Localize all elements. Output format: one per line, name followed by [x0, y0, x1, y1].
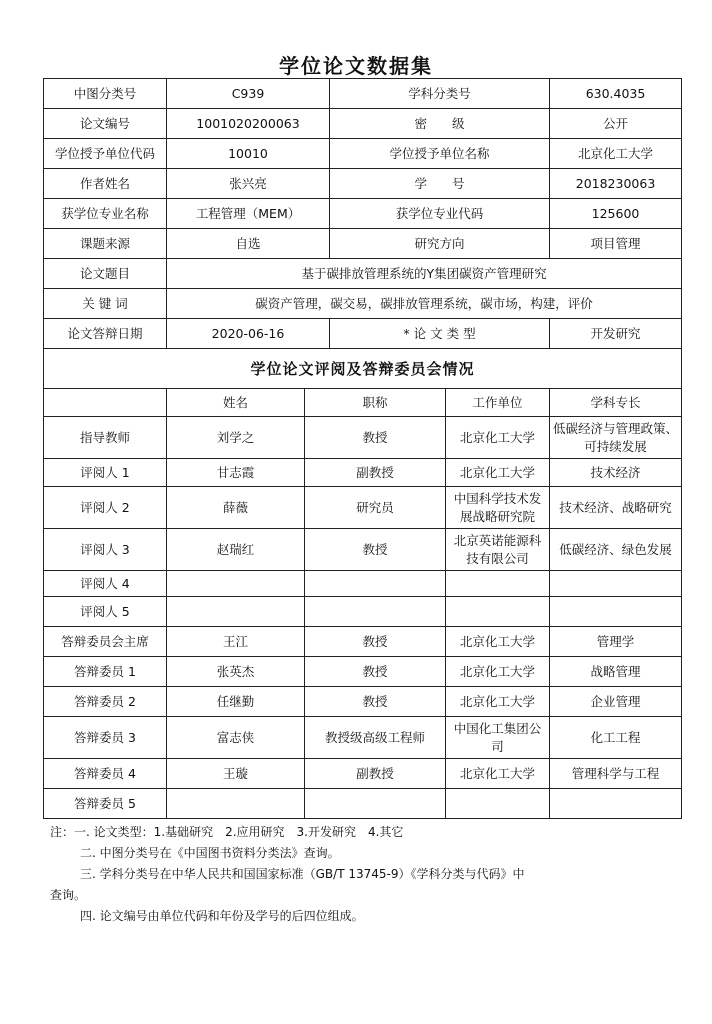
committee-role: 答辩委员 4: [44, 759, 167, 789]
committee-name: 甘志霞: [167, 459, 305, 487]
column-header: 姓名: [167, 389, 305, 417]
info-label: 获学位专业代码: [330, 199, 550, 229]
committee-workplace: 北京化工大学: [446, 759, 550, 789]
committee-row: [44, 529, 682, 571]
info-label: 中图分类号: [44, 79, 167, 109]
committee-workplace: 北京化工大学: [446, 459, 550, 487]
committee-workplace: 中国科学技术发展战略研究院: [446, 487, 550, 529]
info-value: 10010: [167, 139, 330, 169]
committee-workplace: [446, 571, 550, 597]
committee-header-row: [44, 389, 682, 417]
info-row: [44, 169, 682, 199]
committee-workplace: 北京化工大学: [446, 627, 550, 657]
committee-specialty: [550, 597, 682, 627]
committee-row: [44, 597, 682, 627]
info-value: 125600: [550, 199, 682, 229]
committee-row: [44, 571, 682, 597]
committee-specialty: [550, 789, 682, 819]
committee-workplace: 北京化工大学: [446, 687, 550, 717]
keywords-row: [44, 289, 682, 319]
info-label: 学位授予单位名称: [330, 139, 550, 169]
committee-role: 答辩委员 2: [44, 687, 167, 717]
page-title: 学位论文数据集: [279, 54, 433, 78]
footnote: 三. 学科分类号在中华人民共和国国家标准（GB/T 13745-9）《学科分类与代码》中: [80, 867, 525, 881]
committee-specialty: 企业管理: [550, 687, 682, 717]
committee-name: 富志侠: [167, 717, 305, 759]
committee-row: [44, 487, 682, 529]
info-row: [44, 229, 682, 259]
committee-title: 教授: [305, 687, 446, 717]
info-label: 学科分类号: [330, 79, 550, 109]
footnote: 注：一. 论文类型：1.基础研究 2.应用研究 3.开发研究 4.其它: [50, 825, 404, 839]
committee-specialty: 技术经济: [550, 459, 682, 487]
committee-name: 王江: [167, 627, 305, 657]
committee-name: 王璇: [167, 759, 305, 789]
committee-title: 教授: [305, 417, 446, 459]
committee-specialty: 低碳经济与管理政策、可持续发展: [550, 417, 682, 459]
committee-title: [305, 597, 446, 627]
committee-role: 指导教师: [44, 417, 167, 459]
thesis-type-label: * 论 文 类 型: [330, 319, 550, 349]
committee-row: [44, 417, 682, 459]
committee-name: [167, 597, 305, 627]
committee-workplace: 北京化工大学: [446, 657, 550, 687]
committee-name: 任继勤: [167, 687, 305, 717]
committee-title: [305, 571, 446, 597]
info-label: 学位授予单位代码: [44, 139, 167, 169]
info-value: C939: [167, 79, 330, 109]
committee-row: [44, 627, 682, 657]
info-row: [44, 139, 682, 169]
info-label: 课题来源: [44, 229, 167, 259]
thesis-topic-label: 论文题目: [44, 259, 167, 289]
thesis-topic-value: 基于碳排放管理系统的Y集团碳资产管理研究: [167, 259, 682, 289]
info-value: 公开: [550, 109, 682, 139]
committee-specialty: 战略管理: [550, 657, 682, 687]
info-label: 作者姓名: [44, 169, 167, 199]
committee-name: 赵瑞红: [167, 529, 305, 571]
committee-title: 研究员: [305, 487, 446, 529]
column-header: 工作单位: [446, 389, 550, 417]
footnote: 四. 论文编号由单位代码和年份及学号的后四位组成。: [80, 909, 364, 923]
committee-title: 教授: [305, 657, 446, 687]
committee-name: 刘学之: [167, 417, 305, 459]
committee-name: 张英杰: [167, 657, 305, 687]
committee-specialty: 管理科学与工程: [550, 759, 682, 789]
committee-role: 评阅人 1: [44, 459, 167, 487]
committee-row: [44, 717, 682, 759]
committee-role: 评阅人 2: [44, 487, 167, 529]
committee-section-title: 学位论文评阅及答辩委员会情况: [44, 349, 682, 389]
info-row: [44, 199, 682, 229]
keywords-value: 碳资产管理，碳交易，碳排放管理系统，碳市场，构建，评价: [167, 289, 682, 319]
info-label: 密 级: [330, 109, 550, 139]
committee-workplace: 北京英诺能源科技有限公司: [446, 529, 550, 571]
committee-title: 教授: [305, 627, 446, 657]
footnotes: [50, 822, 650, 927]
committee-title: [305, 789, 446, 819]
info-row: [44, 79, 682, 109]
column-header: 职称: [305, 389, 446, 417]
footnote: 二. 中图分类号在《中国图书资料分类法》查询。: [80, 846, 340, 860]
committee-title: 教授: [305, 529, 446, 571]
info-value: 630.4035: [550, 79, 682, 109]
keywords-label: 关 键 词: [44, 289, 167, 319]
committee-role: 答辩委员 3: [44, 717, 167, 759]
committee-role: 答辩委员 5: [44, 789, 167, 819]
info-value: 北京化工大学: [550, 139, 682, 169]
defense-date-value: 2020-06-16: [167, 319, 330, 349]
thesis-data-table: [43, 78, 682, 819]
info-label: 学 号: [330, 169, 550, 199]
column-header: 学科专长: [550, 389, 682, 417]
committee-specialty: 技术经济、战略研究: [550, 487, 682, 529]
committee-name: [167, 571, 305, 597]
info-label: 研究方向: [330, 229, 550, 259]
committee-role: 答辩委员 1: [44, 657, 167, 687]
committee-specialty: [550, 571, 682, 597]
committee-row: [44, 459, 682, 487]
committee-title: 教授级高级工程师: [305, 717, 446, 759]
committee-name: [167, 789, 305, 819]
committee-specialty: 低碳经济、绿色发展: [550, 529, 682, 571]
committee-workplace: [446, 597, 550, 627]
thesis-type-value: 开发研究: [550, 319, 682, 349]
committee-name: 薛薇: [167, 487, 305, 529]
defense-row: [44, 319, 682, 349]
committee-workplace: 中国化工集团公司: [446, 717, 550, 759]
info-value: 2018230063: [550, 169, 682, 199]
committee-section-row: [44, 349, 682, 389]
committee-row: [44, 789, 682, 819]
info-value: 自选: [167, 229, 330, 259]
committee-title: 副教授: [305, 459, 446, 487]
committee-role: 答辩委员会主席: [44, 627, 167, 657]
committee-row: [44, 657, 682, 687]
info-value: 项目管理: [550, 229, 682, 259]
footnote: 查询。: [50, 888, 87, 902]
committee-role: 评阅人 5: [44, 597, 167, 627]
info-value: 张兴亮: [167, 169, 330, 199]
committee-specialty: 管理学: [550, 627, 682, 657]
info-label: 论文编号: [44, 109, 167, 139]
committee-role: 评阅人 4: [44, 571, 167, 597]
committee-specialty: 化工工程: [550, 717, 682, 759]
committee-title: 副教授: [305, 759, 446, 789]
committee-role: 评阅人 3: [44, 529, 167, 571]
committee-workplace: [446, 789, 550, 819]
info-label: 获学位专业名称: [44, 199, 167, 229]
thesis-topic-row: [44, 259, 682, 289]
committee-row: [44, 687, 682, 717]
info-value: 工程管理（MEM）: [167, 199, 330, 229]
committee-workplace: 北京化工大学: [446, 417, 550, 459]
defense-date-label: 论文答辩日期: [44, 319, 167, 349]
committee-row: [44, 759, 682, 789]
info-row: [44, 109, 682, 139]
info-value: 1001020200063: [167, 109, 330, 139]
column-header: [44, 389, 167, 417]
